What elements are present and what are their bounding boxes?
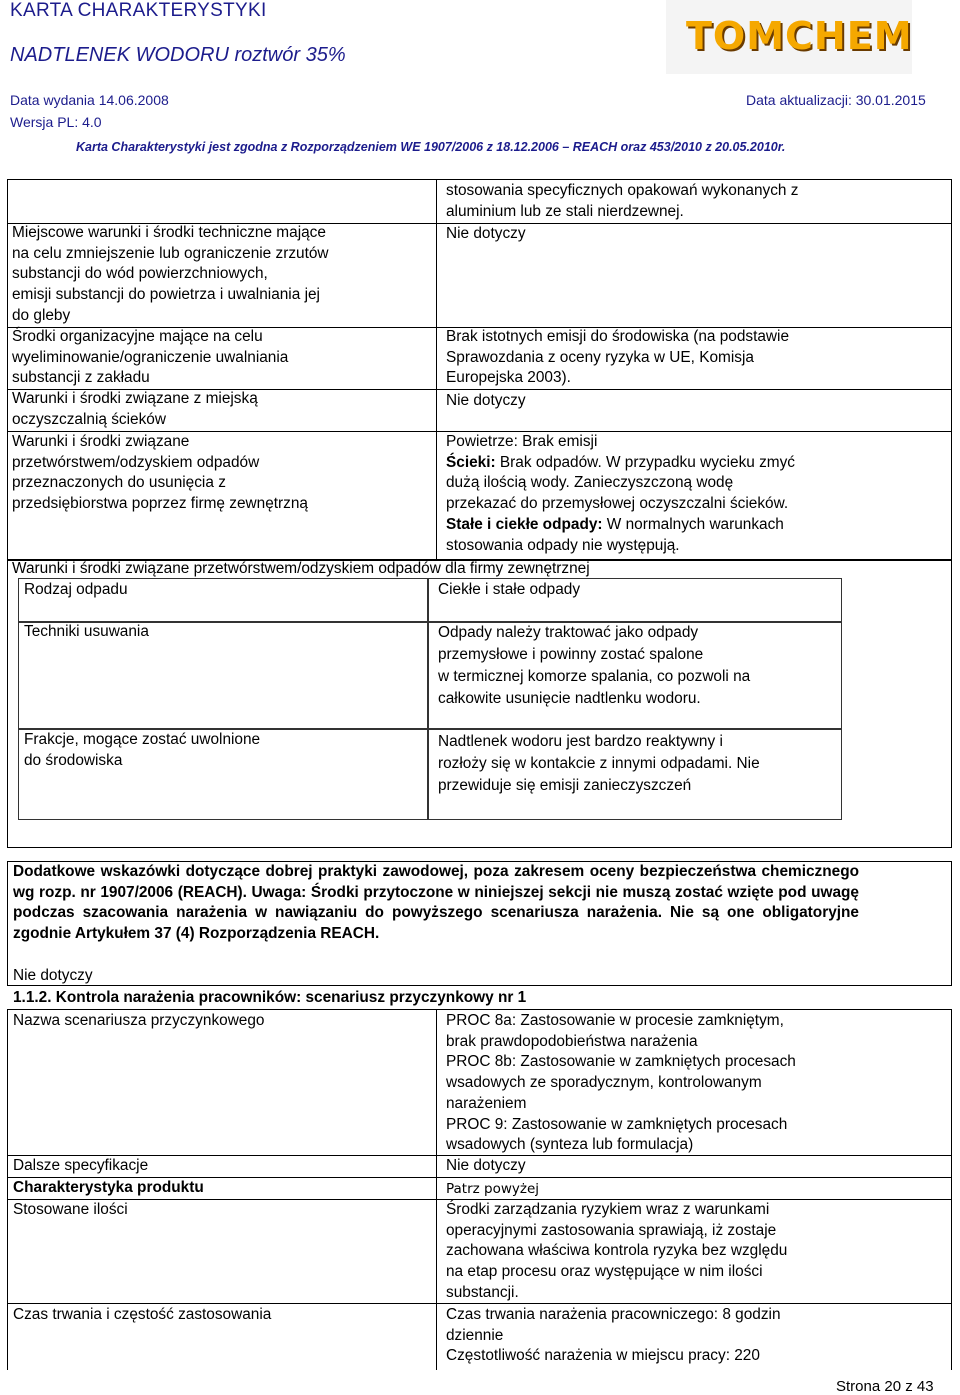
quantities-label: Stosowane ilości: [13, 1201, 128, 1218]
sewage-label: Ścieki:: [446, 453, 496, 471]
fractions-value: Nadtlenek wodoru jest bardzo reaktywny i rozłoży się w kontakcie z innymi odpadami. Nie przewiduje się emisji zanieczyszczeń: [438, 733, 760, 794]
logo-text: TOMCHEM: [686, 14, 913, 58]
further-specs-value: Nie dotyczy: [446, 1157, 526, 1174]
scenario-name-label: Nazwa scenariusza przyczynkowego: [13, 1012, 265, 1029]
row-value-organizational: Brak istotnych emisji do środowiska (na podstawie Sprawozdania z oceny ryzyka w UE, Komisja Europejska 2003).: [446, 328, 790, 387]
external-waste-heading: Warunki i środki związane przetwórstwem/odzyskiem odpadów dla firmy zewnętrznej: [12, 560, 590, 577]
packaging-note: stosowania specyficznych opakowań wykonanych z aluminium lub ze stali nierdzewnej.: [446, 182, 799, 220]
row-label-emissions: Miejscowe warunki i środki techniczne mające na celu zmniejszenie lub ograniczenie zrzutów substancji do wód powierzchniowych, emisji substancji do powietrza i uwalniania jej do gleby: [12, 224, 329, 324]
scenario-name-value: PROC 8a: Zastosowanie w procesie zamkniętym, brak prawdopodobieństwa narażenia PROC 8b: Zastosowanie w zamkniętych procesach wsadowych ze sporadycznym, kontrolowanym narażeniem PROC 9: Zastosowanie w zamkniętych procesach wsadowych (synteza lub formulacja): [446, 1012, 796, 1154]
update-date: Data aktualizacji: 30.01.2015: [746, 92, 926, 108]
row-value-sewage-plant: Nie dotyczy: [446, 392, 526, 409]
row-value-emissions: Nie dotyczy: [446, 225, 526, 242]
waste-value: W normalnych warunkach stosowania odpady nie występują.: [446, 515, 784, 554]
issue-date: Data wydania 14.06.2008: [10, 92, 169, 108]
air-label: Powietrze: [446, 433, 514, 450]
additional-guidance-value: Nie dotyczy: [13, 967, 93, 984]
company-logo: [666, 0, 912, 74]
section-heading: 1.1.2. Kontrola narażenia pracowników: scenariusz przyczynkowy nr 1: [13, 989, 527, 1006]
document-type-title: KARTA CHARAKTERYSTYKI: [10, 0, 267, 21]
version: Wersja PL: 4.0: [10, 114, 102, 130]
disposal-label: Techniki usuwania: [24, 623, 149, 640]
column-divider: [436, 179, 437, 560]
page-number: Strona 20 z 43: [836, 1378, 934, 1395]
product-characteristics-value: Patrz powyżej: [446, 1181, 540, 1197]
air-value: : Brak emisji: [513, 433, 598, 450]
product-characteristics-label: Charakterystyka produktu: [13, 1179, 204, 1196]
product-name: NADTLENEK WODORU roztwór 35%: [10, 44, 346, 66]
quantities-value: Środki zarządzania ryzykiem wraz z warunkami operacyjnymi zastosowania sprawiają, iż zostaje zachowana właściwa kontrola ryzyka bez względu na etap procesu oraz występujące w nim ilości substancji.: [446, 1201, 788, 1301]
row-value-waste-processing: [446, 432, 795, 556]
row-label-waste-processing: Warunki i środki związane przetwórstwem/odzyskiem odpadów przeznaczonych do usunięcia z przedsiębiorstwa poprzez firmę zewnętrzną: [12, 433, 308, 513]
further-specs-label: Dalsze specyfikacje: [13, 1157, 149, 1174]
additional-guidance-text: Dodatkowe wskazówki dotyczące dobrej praktyki zawodowej, poza zakresem oceny bezpieczeństwa chemicznego wg rozp. nr 1907/2006 (REACH). Uwaga: Środki przytoczone w niniejszej sekcji nie muszą zostać wzięte pod uwagę podczas szacowania narażenia w nawiązaniu do powyższego scenariusza narażenia. Nie są one obligatoryjne zgodnie Artykułem 37 (4) Rozporządzenia REACH.: [13, 863, 859, 943]
regulation-note: Karta Charakterystyki jest zgodna z Rozporządzeniem WE 1907/2006 z 18.12.2006 – REACH oraz 453/2010 z 20.05.2010r.: [76, 140, 786, 154]
duration-value: Czas trwania narażenia pracowniczego: 8 godzin dziennie Częstotliwość narażenia w miejscu pracy: 220: [446, 1306, 781, 1365]
waste-type-label: Rodzaj odpadu: [24, 581, 128, 598]
fractions-label: Frakcje, mogące zostać uwolnione do środowiska: [24, 731, 261, 769]
waste-label: Stałe i ciekłe odpady:: [446, 515, 603, 533]
row-label-organizational: Środki organizacyjne mające na celu wyeliminowanie/ograniczenie uwalniania substancji z zakładu: [12, 328, 289, 387]
sewage-value: Brak odpadów. W przypadku wycieku zmyć dużą ilością wody. Zanieczyszczoną wodę przekazać do przemysłowej oczyszczalni ścieków.: [446, 453, 796, 513]
column-divider: [436, 1009, 437, 1370]
waste-type-value: Ciekłe i stałe odpady: [438, 581, 581, 598]
disposal-value: Odpady należy traktować jako odpady przemysłowe i powinny zostać spalone w termicznej komorze spalania, co pozwoli na całkowite usunięcie nadtlenku wodoru.: [438, 624, 751, 707]
row-label-sewage-plant: Warunki i środki związane z miejską oczyszczalnią ścieków: [12, 390, 258, 428]
duration-label: Czas trwania i częstość zastosowania: [13, 1306, 272, 1323]
